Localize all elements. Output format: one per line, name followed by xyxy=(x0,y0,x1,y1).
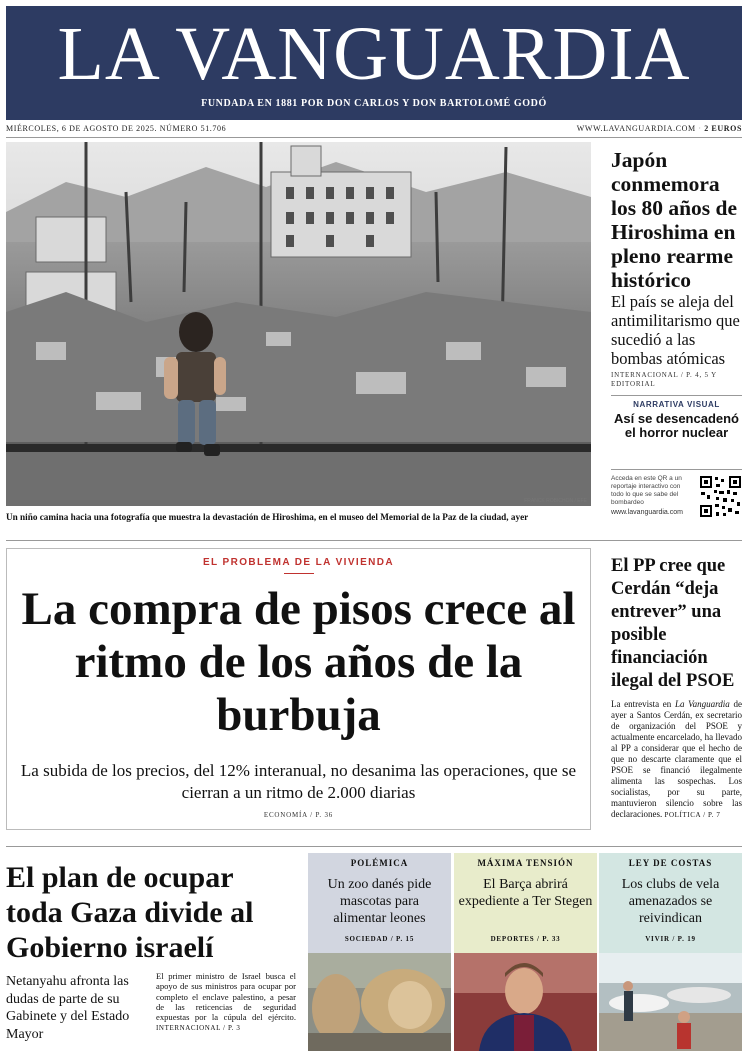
teaser-card[interactable] xyxy=(599,853,742,1051)
hiroshima-headline[interactable]: Japón conmemora los 80 años de Hiroshima en pleno rearme histórico xyxy=(611,148,738,292)
divider xyxy=(611,395,742,396)
divider xyxy=(6,137,742,138)
footballer-photo-illustration xyxy=(454,953,597,1051)
price: 2 EUROS xyxy=(704,124,742,133)
qr-code-icon[interactable] xyxy=(699,475,742,518)
qr-description: Acceda en este QR a un reportaje interactivo con todo lo que se sabe del bombardeo xyxy=(611,475,682,506)
housing-dek: La subida de los precios, del 12% interanual, no desanima las operaciones, que se cierran a un ritmo de 2.000 diarias xyxy=(20,761,577,802)
pp-body-text: de ayer a Santos Cerdán, ex secretario de organización del PSOE y actualmente encarcelado, ha llevado al PP a considerar que el hecho de que no descarte claramente que el PSOE se financió ilegalmente alimenta las sospechas. Los socialistas, por su parte, mantuvieron silencio sobre las declaraciones. xyxy=(611,699,742,819)
teaser-kicker: LEY DE COSTAS xyxy=(628,858,713,868)
teaser-ref: SOCIEDAD / P. 15 xyxy=(344,935,415,943)
pp-body xyxy=(611,699,742,821)
gaza-headline[interactable]: El plan de ocupar toda Gaza divide al Gobierno israelí xyxy=(6,861,254,964)
hiroshima-dek: El país se aleja del antimilitarismo que sucedió a las bombas atómicas xyxy=(611,292,740,368)
teaser-card[interactable] xyxy=(454,853,597,1051)
teaser-ref: VIVIR / P. 19 xyxy=(645,935,696,943)
teaser-kicker: MÁXIMA TENSIÓN xyxy=(477,858,574,868)
teaser-title: El Barça abrirá expediente a Ter Stegen xyxy=(458,877,593,909)
photo-caption: Un niño camina hacia una fotografía que muestra la devastación de Hiroshima, en el museo del Memorial de la Paz de la ciudad, ayer xyxy=(6,512,529,522)
kicker-rule xyxy=(284,573,314,574)
masthead-subtitle: FUNDADA EN 1881 POR DON CARLOS Y DON BARTOLOMÉ GODÓ xyxy=(201,98,547,109)
photo-credit: FRANCK ROBICHON / EFE xyxy=(524,498,587,504)
teaser-title: Los clubs de vela amenazados se reivindican xyxy=(621,877,720,926)
teaser-ref: DEPORTES / P. 33 xyxy=(490,935,561,943)
qr-url[interactable]: www.lavanguardia.com xyxy=(611,509,683,516)
pp-body-text: La entrevista en xyxy=(611,699,675,709)
gaza-body xyxy=(156,971,296,1034)
pp-headline[interactable]: El PP cree que Cerdán “deja entrever” una posible financiación ilegal del PSOE xyxy=(611,556,735,691)
lead-photo xyxy=(6,142,591,506)
issue-date: MIÉRCOLES, 6 DE AGOSTO DE 2025. NÚMERO 51.706 xyxy=(6,124,227,133)
divider xyxy=(6,846,742,847)
housing-kicker: EL PROBLEMA DE LA VIVIENDA xyxy=(202,557,395,568)
gaza-body-text: El primer ministro de Israel busca el apoyo de sus ministros para ocupar por completo el enclave palestino, a pesar de las reticencias de seguridad expuestas por la cúpula del ejército. xyxy=(156,971,296,1023)
divider xyxy=(611,469,742,470)
masthead-title: LA VANGUARDIA xyxy=(57,12,691,96)
hiroshima-ref: INTERNACIONAL / P. 4, 5 Y EDITORIAL xyxy=(611,371,717,388)
housing-story[interactable] xyxy=(6,548,591,830)
gaza-dek: Netanyahu afronta las dudas de parte de su Gabinete y del Estado Mayor xyxy=(6,974,130,1042)
hiroshima-photo-illustration xyxy=(6,142,591,506)
lion-photo-illustration xyxy=(308,953,451,1051)
sailing-club-photo-illustration xyxy=(599,953,742,1051)
narrativa-label: NARRATIVA VISUAL xyxy=(633,400,720,409)
teaser-kicker: POLÉMICA xyxy=(350,858,409,868)
masthead xyxy=(6,6,742,120)
narrativa-title: Así se desencadenó el horror nuclear xyxy=(614,411,739,440)
pp-ref: POLÍTICA / P. 7 xyxy=(664,811,721,819)
divider xyxy=(6,540,742,541)
gaza-ref: INTERNACIONAL / P. 3 xyxy=(156,1024,241,1033)
site-url[interactable]: WWW.LAVANGUARDIA.COM xyxy=(576,124,696,133)
narrativa-box[interactable] xyxy=(611,400,742,440)
housing-ref: ECONOMÍA / P. 36 xyxy=(263,811,334,819)
teaser-title: Un zoo danés pide mascotas para alimentar leones xyxy=(327,877,432,926)
pp-body-italic: La Vanguardia xyxy=(674,699,730,709)
housing-headline: La compra de pisos crece al ritmo de los años de la burbuja xyxy=(21,583,576,741)
site-price: WWW.LAVANGUARDIA.COM · 2 EUROS xyxy=(576,124,742,133)
teaser-card[interactable] xyxy=(308,853,451,1051)
